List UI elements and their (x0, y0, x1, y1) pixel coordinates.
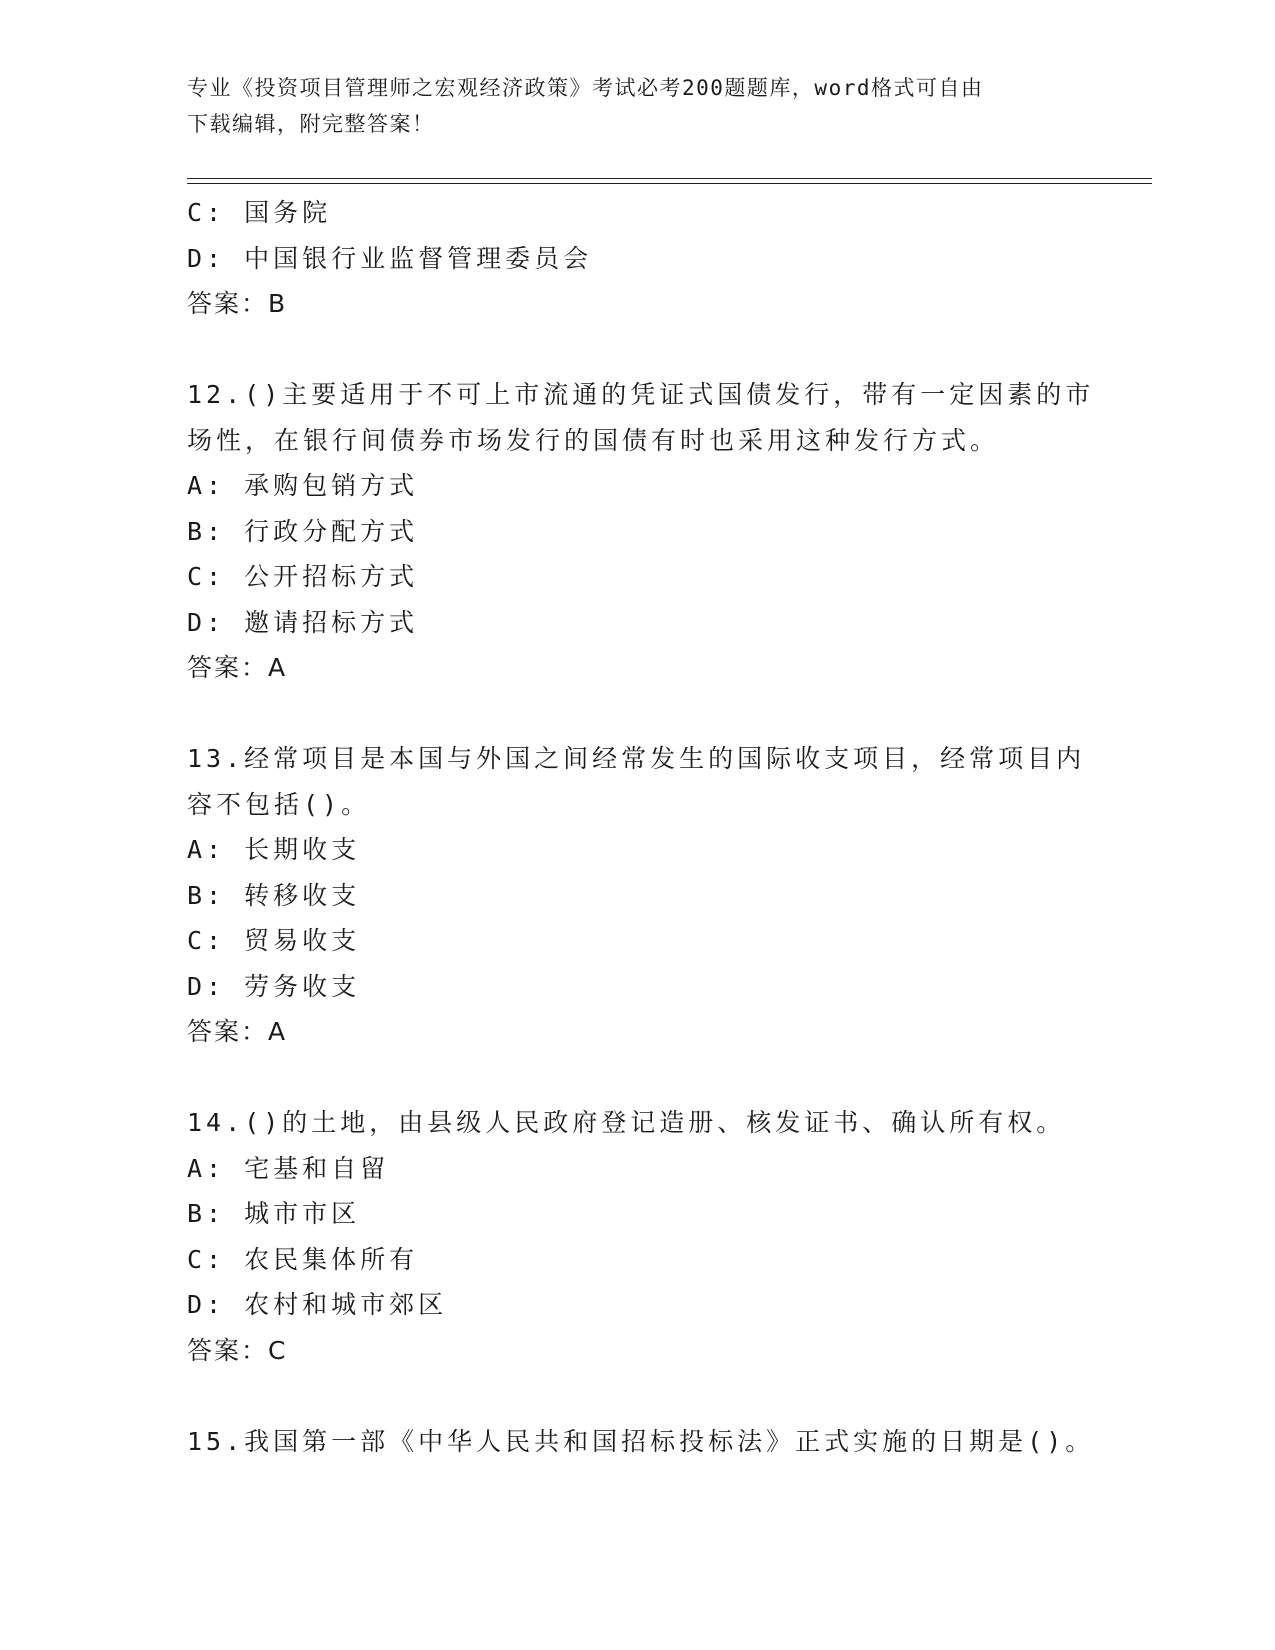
question-stem-line-2: 容不包括()。 (187, 789, 371, 819)
spacer (187, 327, 1087, 373)
option-c: C: 国务院 (187, 198, 332, 227)
question-11-tail (187, 190, 1087, 327)
option-d: D: 邀请招标方式 (187, 607, 419, 637)
answer-line: 答案：A (187, 1017, 288, 1046)
question-stem-line-2: 场性，在银行间债券市场发行的国债有时也采用这种发行方式。 (187, 425, 1000, 455)
option-a: A: 宅基和自留 (187, 1153, 390, 1183)
question-list (187, 190, 1095, 1464)
header-rule-top (187, 178, 1152, 179)
option-b: B: 行政分配方式 (187, 516, 419, 546)
question-stem-line-1: 13.经常项目是本国与外国之间经常发生的国际收支项目，经常项目内 (187, 744, 1086, 773)
answer-line: 答案：A (187, 653, 288, 682)
answer-line: 答案：C (187, 1335, 288, 1365)
spacer (187, 691, 1087, 737)
page-header (187, 70, 1087, 142)
question-15 (187, 1419, 1095, 1465)
option-b: B: 城市市区 (187, 1199, 361, 1228)
option-a: A: 承购包销方式 (187, 471, 419, 500)
option-c: C: 农民集体所有 (187, 1244, 419, 1274)
header-line-1: 专业《投资项目管理师之宏观经济政策》考试必考200题题库，word格式可自由 (187, 76, 984, 100)
question-stem-line-1: 14.()的土地，由县级人民政府登记造册、核发证书、确认所有权。 (187, 1108, 1066, 1137)
option-d: D: 农村和城市郊区 (187, 1290, 448, 1319)
spacer (187, 1055, 1087, 1101)
question-12 (187, 372, 1095, 691)
question-stem-line-1: 15.我国第一部《中华人民共和国招标投标法》正式实施的日期是()。 (187, 1426, 1095, 1456)
option-c: C: 贸易收支 (187, 926, 361, 955)
option-d: D: 劳务收支 (187, 971, 361, 1001)
question-stem-line-1: 12.()主要适用于不可上市流通的凭证式国债发行，带有一定因素的市 (187, 380, 1095, 409)
option-c: C: 公开招标方式 (187, 562, 419, 591)
question-13 (187, 736, 1087, 1055)
spacer (187, 1373, 1087, 1419)
question-14 (187, 1100, 1087, 1373)
header-line-2: 下载编辑，附完整答案！ (187, 112, 435, 136)
option-b: B: 转移收支 (187, 880, 361, 910)
answer-line: 答案：B (187, 289, 288, 318)
option-a: A: 长期收支 (187, 835, 361, 864)
option-d: D: 中国银行业监督管理委员会 (187, 243, 593, 273)
header-rule-bottom (187, 183, 1152, 184)
